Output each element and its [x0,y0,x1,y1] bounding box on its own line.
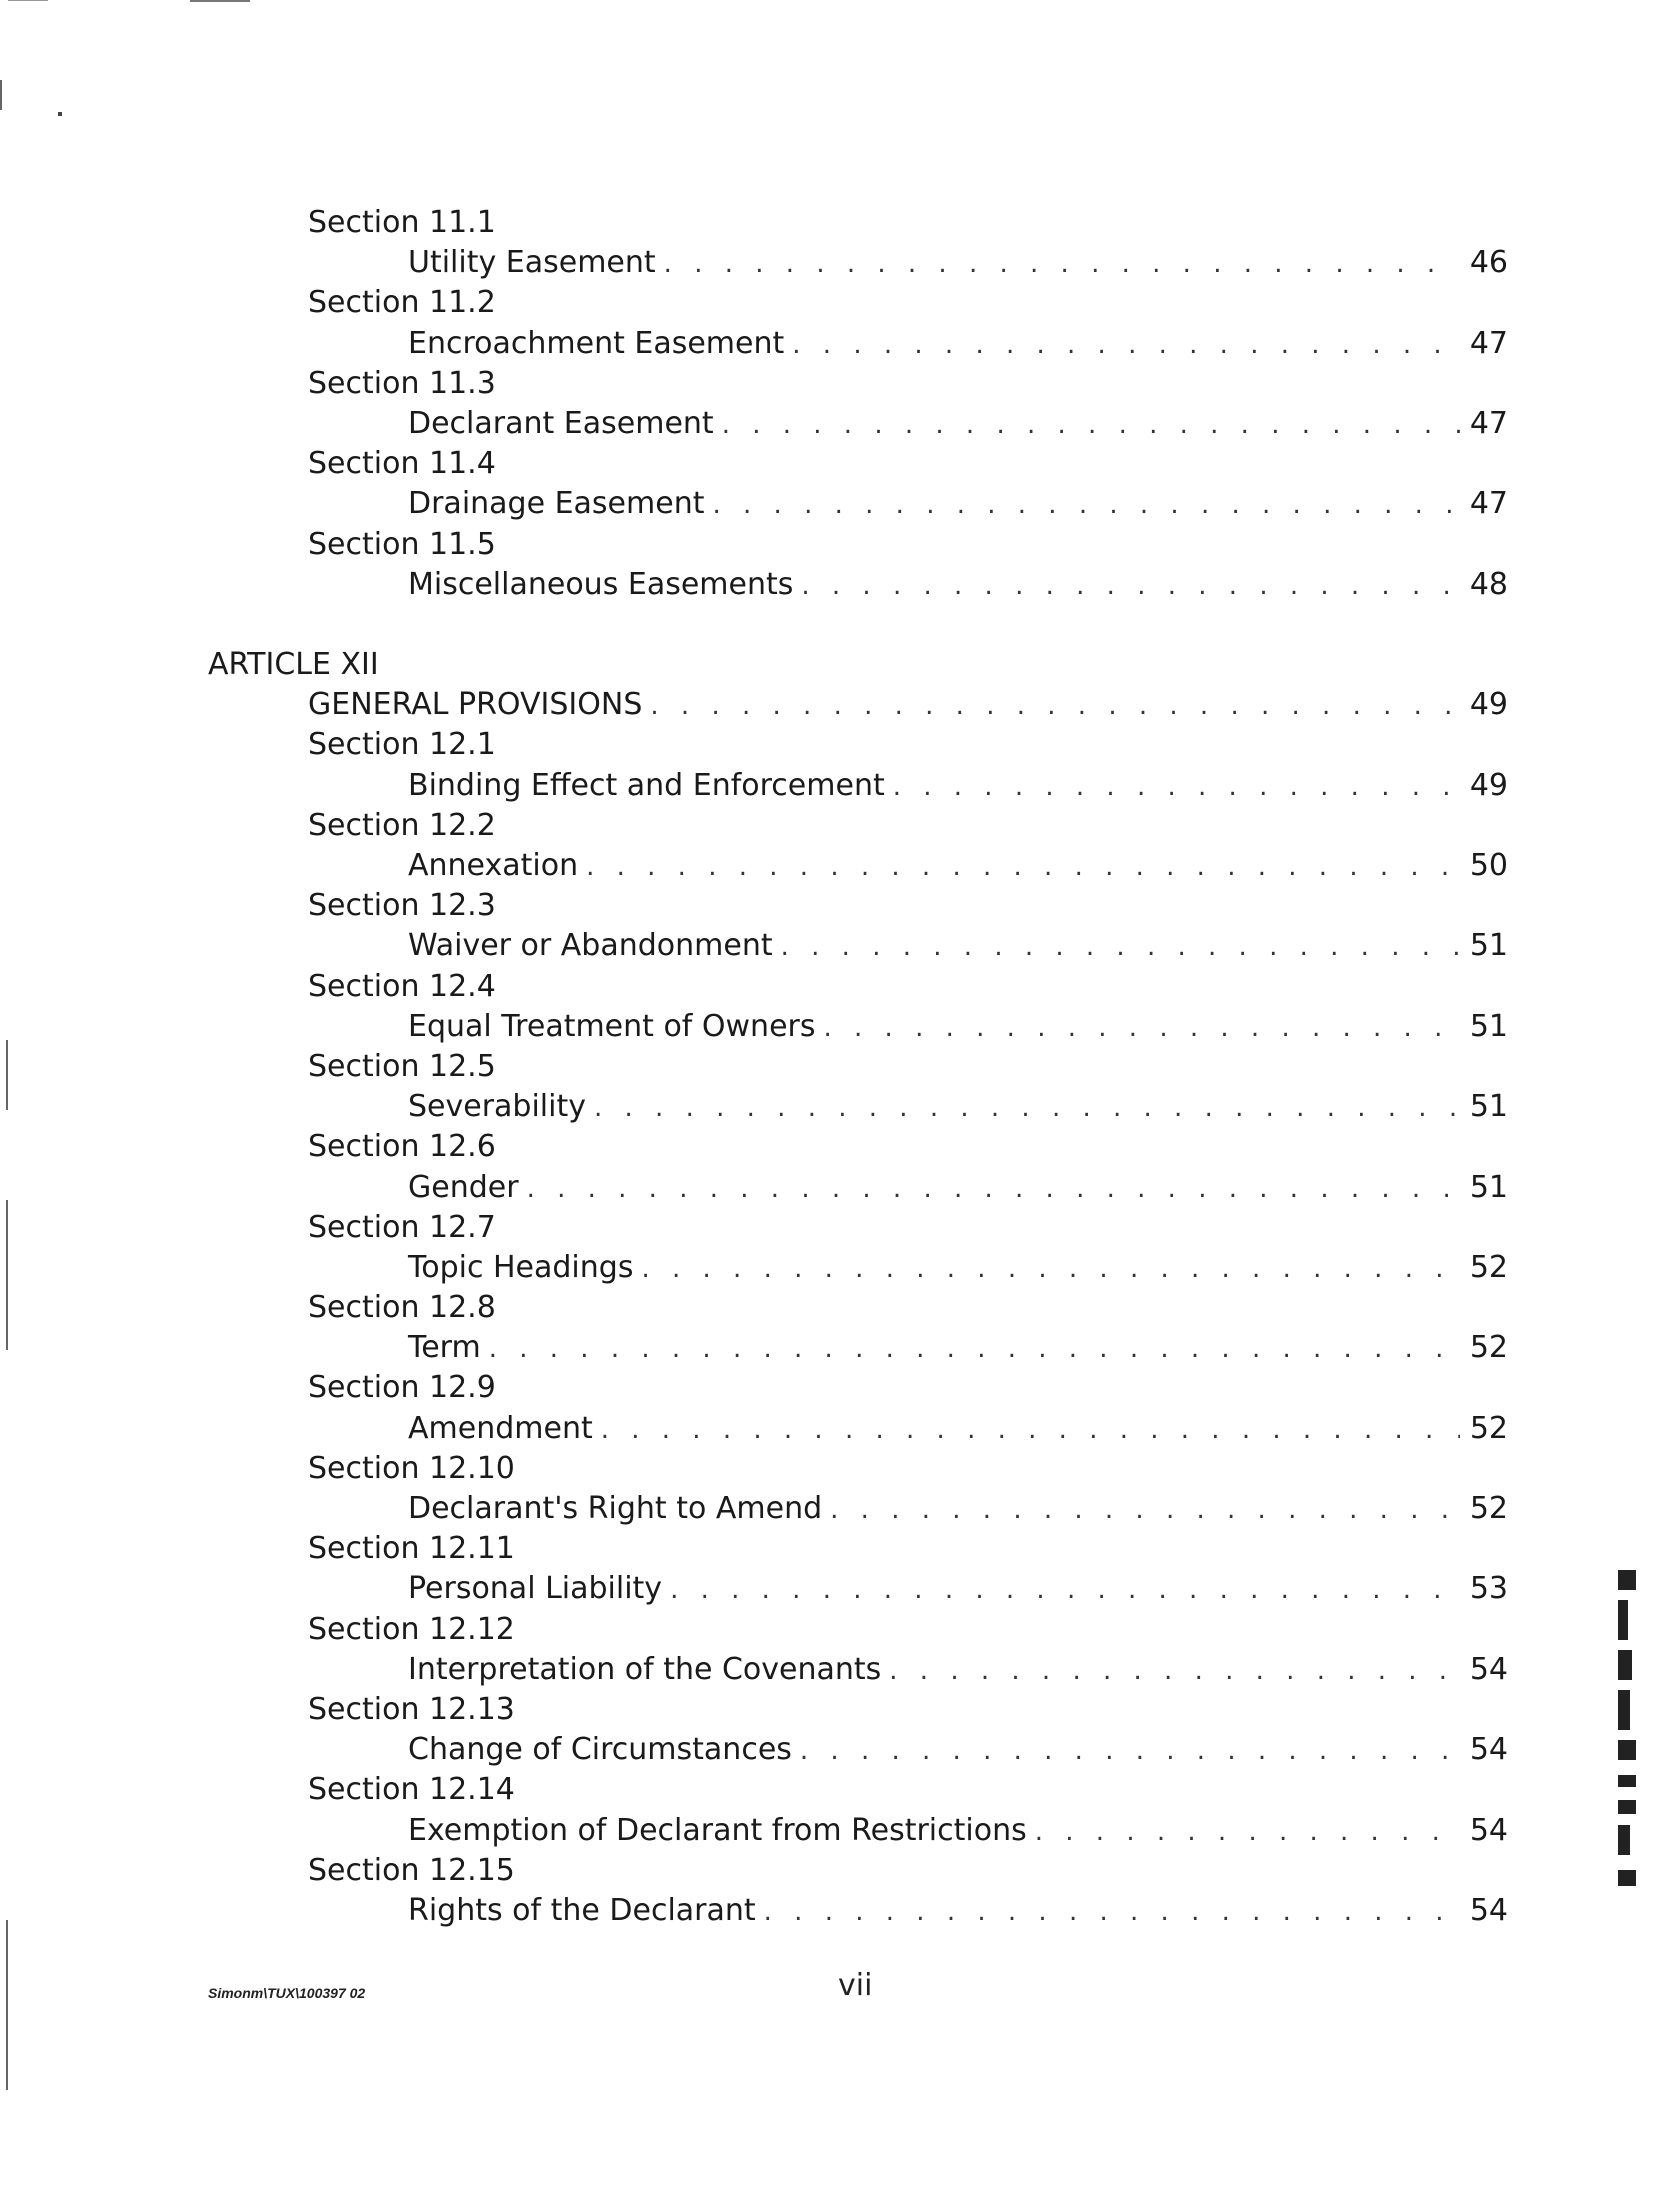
page-number: 51 [1469,928,1508,964]
scan-mark [6,1040,8,1110]
entry-title: Encroachment Easement [408,325,785,361]
toc-entry [208,324,1508,364]
entry-title: Waiver or Abandonment [408,928,773,964]
section-number: Section 12.11 [308,1531,515,1567]
page-number: 49 [1469,687,1508,723]
page-number: 54 [1469,1812,1508,1848]
toc-section-row [208,1770,1508,1810]
toc-section-row [208,1529,1508,1569]
entry-title: Binding Effect and Enforcement [408,767,885,803]
toc-article-entry [208,685,1508,725]
toc-entry [208,1569,1508,1609]
entry-title: Change of Circumstances [408,1732,792,1768]
toc-section-row [208,1208,1508,1248]
scan-mark [0,80,2,110]
dot-leader [650,686,1459,726]
dot-leader [586,847,1460,887]
page-number: 47 [1469,486,1508,522]
page-number: 52 [1469,1491,1508,1526]
dot-leader [527,1169,1460,1209]
toc-entry [208,1891,1508,1931]
section-number: Section 12.4 [308,968,496,1004]
page-number: 54 [1469,1651,1508,1687]
toc-entry [208,243,1508,283]
dot-leader [893,767,1460,807]
entry-title: Interpretation of the Covenants [408,1651,882,1687]
dot-leader [830,1490,1460,1530]
dot-leader [664,244,1460,284]
toc-entry [208,846,1508,886]
toc-section-row [208,364,1508,404]
dot-leader [670,1570,1460,1610]
section-number: Section 12.6 [308,1129,496,1165]
table-of-contents [208,203,1508,1931]
dot-leader [489,1329,1460,1369]
section-number: Section 12.2 [308,807,496,843]
scan-mark [190,0,250,2]
page-number: 46 [1469,245,1508,281]
page-number: 50 [1469,848,1508,883]
toc-section-row [208,1690,1508,1730]
section-number: Section 12.8 [308,1290,496,1326]
entry-title: Term [408,1330,481,1366]
toc-section-row [208,1449,1508,1489]
toc-entry [208,404,1508,444]
entry-title: Miscellaneous Easements [408,566,794,602]
section-number: Section 12.3 [308,888,496,924]
page-number: 54 [1469,1732,1508,1768]
scan-mark [6,1920,8,2090]
toc-section-row [208,806,1508,846]
toc-section-row [208,444,1508,484]
section-number: Section 11.1 [308,205,496,240]
page-number: 54 [1469,1892,1508,1928]
dot-leader [889,1651,1460,1691]
spacer [208,605,1508,645]
toc-entry [208,1650,1508,1690]
dot-leader [722,405,1460,445]
page-number: 51 [1469,1169,1508,1205]
section-number: Section 12.14 [308,1772,515,1808]
toc-entry [208,1007,1508,1047]
section-number: Section 12.13 [308,1691,515,1727]
section-number: Section 11.3 [308,365,496,401]
section-number: Section 12.5 [308,1048,496,1084]
toc-article-row [208,645,1508,685]
entry-title: Declarant's Right to Amend [408,1491,823,1526]
toc-entry [208,1489,1508,1529]
page-number: 52 [1469,1330,1508,1366]
toc-section-row [208,886,1508,926]
page-number: 47 [1469,405,1508,441]
toc-section-row [208,283,1508,323]
page-number: 52 [1469,1410,1508,1446]
document-id: Simonm\TUX\100397 02 [208,1985,366,2001]
entry-title: Declarant Easement [408,405,714,441]
toc-section-row [208,525,1508,565]
dot-leader [800,1731,1460,1771]
toc-entry [208,1168,1508,1208]
toc-section-row [208,1127,1508,1167]
toc-section-row [208,203,1508,243]
entry-title: Amendment [408,1410,593,1446]
section-number: Section 12.7 [308,1209,496,1245]
section-number: Section 11.5 [308,526,496,562]
toc-entry [208,926,1508,966]
section-number: Section 11.4 [308,446,496,482]
toc-section-row [208,1047,1508,1087]
page-number: 51 [1469,1008,1508,1044]
toc-entry [208,484,1508,524]
entry-title: Exemption of Declarant from Restrictions [408,1812,1027,1848]
entry-title: Rights of the Declarant [408,1892,756,1928]
toc-section-row [208,725,1508,765]
dot-leader [641,1249,1459,1289]
dot-leader [594,1088,1460,1128]
toc-section-row [208,1851,1508,1891]
page-number: 51 [1469,1089,1508,1125]
dot-leader [824,1008,1460,1048]
toc-entry [208,1811,1508,1851]
section-number: Section 12.1 [308,727,496,763]
scan-mark [58,112,62,116]
scan-mark [8,0,48,1]
dot-leader [781,927,1460,967]
toc-entry [208,1730,1508,1770]
page-number: 53 [1469,1571,1508,1607]
page-number: 47 [1469,325,1508,361]
toc-section-row [208,1368,1508,1408]
dot-leader [764,1892,1460,1932]
toc-entry [208,766,1508,806]
dot-leader [1035,1812,1460,1852]
dot-leader [712,485,1459,525]
entry-title: Utility Easement [408,245,656,281]
page-number: 48 [1469,566,1508,602]
article-number: ARTICLE XII [208,647,379,683]
section-number: Section 12.10 [308,1450,515,1486]
entry-title: Equal Treatment of Owners [408,1008,816,1044]
toc-section-row [208,1610,1508,1650]
barcode-mark [1618,1570,1636,1910]
section-number: Section 12.15 [308,1852,515,1888]
section-number: Section 12.12 [308,1611,515,1647]
toc-entry [208,565,1508,605]
dot-leader [801,566,1459,606]
scan-mark [6,1200,8,1350]
page-number: 52 [1469,1249,1508,1285]
toc-entry [208,1087,1508,1127]
toc-entry [208,1328,1508,1368]
toc-section-row [208,967,1508,1007]
page-number: 49 [1469,767,1508,803]
entry-title: Topic Headings [408,1249,634,1285]
entry-title: Personal Liability [408,1571,663,1607]
dot-leader [792,325,1460,365]
toc-entry [208,1409,1508,1449]
dot-leader [601,1410,1460,1450]
entry-title: Drainage Easement [408,486,705,522]
footer-page-number: vii [838,1968,873,2003]
entry-title: Gender [408,1169,519,1205]
entry-title: Severability [408,1089,586,1125]
section-number: Section 12.9 [308,1370,496,1406]
toc-section-row [208,1288,1508,1328]
article-title: GENERAL PROVISIONS [308,687,643,723]
toc-entry [208,1248,1508,1288]
section-number: Section 11.2 [308,285,496,321]
entry-title: Annexation [408,848,579,883]
